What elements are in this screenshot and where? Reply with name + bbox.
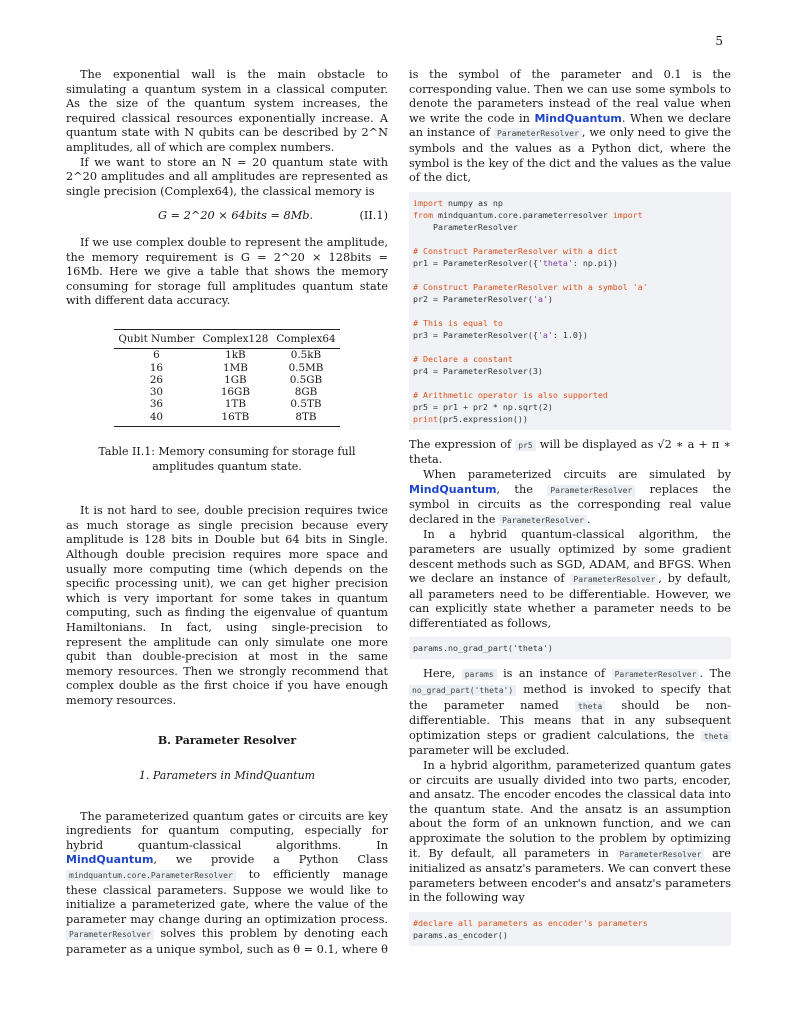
text-span: , we provide a Python Class xyxy=(153,853,388,867)
code-comment: # Declare a constant xyxy=(413,353,513,364)
mindquantum-link[interactable]: MindQuantum xyxy=(409,482,497,496)
text-span: is an instance of xyxy=(503,667,606,681)
table-header: Complex64 xyxy=(272,329,339,348)
inline-code: ParameterResolver xyxy=(494,128,582,139)
code-token: pr5 = pr1 + pr2 * np.sqrt(2) xyxy=(413,401,553,412)
paragraph-double-memory: If we use complex double to represent the amplitude, the memory requirement is G = 2^20 × 128bits = 16Mb. Here we give a table that shows the memory consuming for storage full amplitudes quantum state with different data accuracy. xyxy=(66,235,388,308)
code-token: pr2 = ParameterResolver( xyxy=(413,293,533,304)
text-span: , we only need to give the symbols and the values as a Python dict, where the symbol is the key of the dict and the values as the value of the dict, xyxy=(409,126,732,185)
paragraph-precision-discussion: It is not hard to see, double precision requires twice as much storage as single precision because every amplitude is 128 bits in Double but 64 bits in Single. Although double precision requires more space and usually more computing time (which depends on the specific processing unit), we can get higher precision which is very important for some takes in quantum computing, such as finding the eigenvalue of quantum Hamiltonians. In fact, using single-precision to represent the amplitude can only simulate one more qubit than double-precision at most in the same memory resources. Then we strongly recommend that complex double as the first choice if you have enough memory resources. xyxy=(66,504,388,707)
paragraph-parameter-resolver-intro xyxy=(66,810,388,958)
inline-code: ParameterResolver xyxy=(617,849,705,860)
text-span: The expression of xyxy=(409,437,512,451)
table-row xyxy=(114,374,339,386)
section-heading: B. Parameter Resolver xyxy=(157,734,297,748)
code-string: 'a' xyxy=(532,293,548,304)
code-token: mindquantum.core.parameterresolver xyxy=(432,209,613,220)
table-row xyxy=(114,411,339,427)
code-token: import xyxy=(413,197,443,208)
text-span: The parameterized quantum gates or circuits are key ingredients for quantum computing, especially for hybrid quantum-classical algorithms. In xyxy=(66,809,388,852)
table-cell: 16GB xyxy=(220,386,250,399)
left-column xyxy=(66,68,388,958)
table-cell: 1GB xyxy=(224,373,247,386)
text-span: parameter will be excluded. xyxy=(409,744,570,758)
text-span: In a hybrid quantum-classical algorithm, the parameters are usually optimized by some gradient descent methods such as SGD, ADAM, and BFGS. When we declare an instance of xyxy=(409,528,731,586)
table-caption: Table II.1: Memory consuming for storage full amplitudes quantum state. xyxy=(98,444,356,473)
text-span: to efficiently manage these classical parameters. Suppose we would like to initialize a parameterized gate, where the value of the parameter may change during an optimization process. xyxy=(66,868,388,926)
text-span: When parameterized circuits are simulated by xyxy=(423,467,731,481)
table-cell: 0.5kB xyxy=(290,349,322,362)
code-token: pr4 = ParameterResolver(3) xyxy=(413,365,543,376)
table-row xyxy=(114,362,339,374)
text-span: , the xyxy=(496,482,533,496)
table-header: Qubit Number xyxy=(114,329,198,348)
text-span: . When we declare an instance of xyxy=(409,111,732,140)
table-cell: 1TB xyxy=(224,398,246,411)
text-span: . The xyxy=(699,667,731,681)
text-span: are initialized as ansatz's parameters. We can convert these parameters between encoder's and ansatz's parameters in the following way xyxy=(409,846,731,905)
memory-table xyxy=(114,329,339,427)
code-token: from xyxy=(413,209,433,220)
table-cell: 8GB xyxy=(294,386,318,399)
code-token: ParameterResolver xyxy=(413,221,518,232)
inline-code: params xyxy=(462,669,497,680)
inline-code: ParameterResolver xyxy=(612,669,700,680)
table-row xyxy=(114,349,339,362)
table-row xyxy=(114,386,339,398)
paragraph-simulation: When parameterized circuits are simulated by MindQuantum, the ParameterResolver replaces the symbol in circuits as the corresponding real value declared in the ParameterResolver . xyxy=(409,467,732,526)
code-comment: #declare all parameters as encoder's parameters xyxy=(413,917,648,928)
right-column xyxy=(409,68,731,954)
code-string: 'theta' xyxy=(537,257,573,268)
inline-code: ParameterResolver xyxy=(66,929,154,940)
code-comment: # Construct ParameterResolver with a dict xyxy=(413,245,618,256)
code-block-no-grad xyxy=(409,637,731,659)
table-cell: 26 xyxy=(149,373,164,386)
text-span: method is invoked to specify that the parameter named xyxy=(409,683,731,712)
inline-code: ParameterResolver xyxy=(547,485,635,496)
code-token: pr1 = ParameterResolver({ xyxy=(413,257,538,268)
inline-code: mindquantum.core.ParameterResolver xyxy=(66,870,236,881)
table-header: Complex128 xyxy=(198,329,272,348)
page-number: 5 xyxy=(715,34,723,48)
inline-code: theta xyxy=(701,731,731,742)
table-cell: 8TB xyxy=(272,411,339,427)
paragraph-no-grad-explanation xyxy=(409,667,731,759)
code-token: : np.pi}) xyxy=(572,257,618,268)
equation-body: G = 2^20 × 64bits = 8Mb. xyxy=(158,209,314,223)
table-cell: 30 xyxy=(149,386,164,399)
code-token: print xyxy=(413,413,438,424)
paragraph-gradient xyxy=(409,528,731,631)
paragraph-encoder-ansatz xyxy=(409,759,731,906)
code-comment: # Arithmetic operator is also supported xyxy=(413,389,608,400)
text-span: , by default, all parameters need to be differentiable. However, we can explicitly state whether a parameter needs to be differentiated as follows, xyxy=(409,572,732,630)
table-cell: 0.5TB xyxy=(290,398,322,411)
inline-code: pr5 xyxy=(515,440,535,451)
code-token: : 1.0}) xyxy=(552,329,588,340)
inline-code: no_grad_part('theta') xyxy=(409,685,516,696)
table-cell: 36 xyxy=(149,398,164,411)
code-token: params.as_encoder() xyxy=(413,929,508,940)
text-span: replaces the symbol in circuits as the corresponding real value declared in the xyxy=(409,482,732,526)
text-span: In a hybrid algorithm, parameterized quantum gates or circuits are usually divided into two parts, encoder, and ansatz. The encoder encodes the classical data into the quantum state. And the ansatz is an assumption about the form of an unknown function, and we can approximate the solution to the problem by optimizing it. By default, all parameters in xyxy=(409,759,731,860)
code-token: (pr5.expression()) xyxy=(437,413,528,424)
paragraph-symbol-description xyxy=(409,68,731,186)
inline-code: ParameterResolver xyxy=(570,574,658,585)
table-cell: 0.5MB xyxy=(288,361,324,374)
table-cell: 40 xyxy=(114,411,198,427)
table-cell: 0.5GB xyxy=(289,373,323,386)
code-string: 'a' xyxy=(537,329,553,340)
text-span: will be displayed as √2 ∗ a + π ∗ theta. xyxy=(409,437,732,467)
code-token: numpy as np xyxy=(442,197,503,208)
table-cell: 1MB xyxy=(222,361,248,374)
inline-code: theta xyxy=(575,701,605,712)
code-comment: # This is equal to xyxy=(413,317,503,328)
text-span: is the symbol of the parameter and 0.1 is the corresponding value. Then we can use some symbols to denote the parameters instead of the real value when we write the code in xyxy=(409,68,731,125)
code-token: params.no_grad_part('theta') xyxy=(413,643,553,654)
code-comment: # Construct ParameterResolver with a symbol 'a' xyxy=(413,281,648,292)
mindquantum-link[interactable]: MindQuantum xyxy=(66,853,154,867)
table-cell: 6 xyxy=(153,349,160,362)
code-token: ) xyxy=(547,293,553,304)
code-token: import xyxy=(612,209,643,220)
text-span: Here, xyxy=(423,667,456,681)
equation-II-1 xyxy=(66,209,388,224)
inline-code: ParameterResolver xyxy=(499,515,587,526)
paragraph-exponential-wall: The exponential wall is the main obstacle to simulating a quantum system in a classical computer. As the size of the quantum system increases, the required classical resources exponentially increase. A quantum state with N qubits can be described by 2^N amplitudes, all of which are complex numbers. xyxy=(66,68,388,154)
paragraph-expression xyxy=(409,438,731,468)
code-block-as-encoder xyxy=(409,912,731,946)
table-cell: 16TB xyxy=(198,411,272,427)
equation-label: (II.1) xyxy=(359,209,388,223)
table-row xyxy=(114,398,339,410)
code-block-parameter-resolver xyxy=(409,192,731,430)
text-span: solves this problem by denoting each parameter as a unique symbol, such as θ = 0.1, where θ xyxy=(66,927,388,957)
table-cell: 16 xyxy=(149,361,164,374)
subsection-heading: 1. Parameters in MindQuantum xyxy=(138,769,316,783)
mindquantum-link[interactable]: MindQuantum xyxy=(534,111,622,125)
table-cell: 1kB xyxy=(225,349,246,362)
paragraph-memory-intro: If we want to store an N = 20 quantum state with 2^20 amplitudes and all amplitudes are represented as single precision (Complex64), the classical memory is xyxy=(66,155,388,198)
code-token: pr3 = ParameterResolver({ xyxy=(413,329,538,340)
text-span: should be non-differentiable. This means that in any subsequent optimization steps or gradient calculations, the xyxy=(409,698,732,742)
